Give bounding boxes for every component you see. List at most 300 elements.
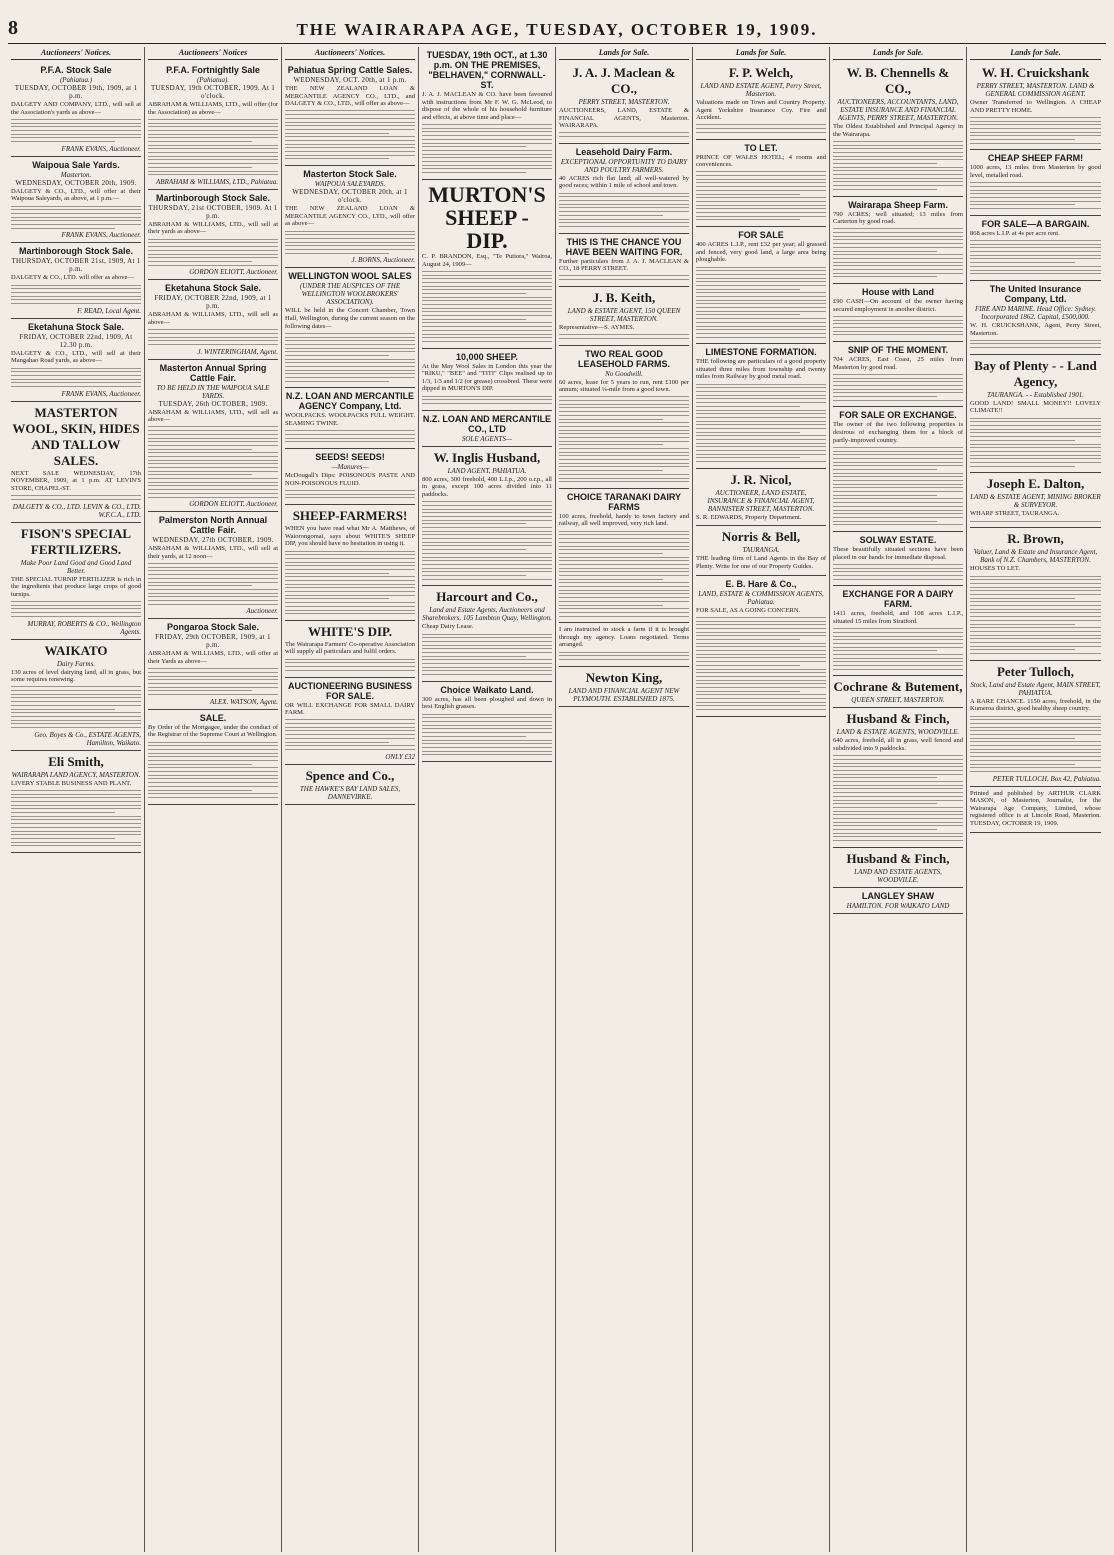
ad-date-line: TUESDAY, OCTOBER 19th, 1909, at 1 p.m. xyxy=(14,84,138,100)
text-line xyxy=(285,723,415,724)
advertisement xyxy=(833,342,963,407)
text-line xyxy=(833,381,963,382)
text-line xyxy=(696,182,826,183)
text-line xyxy=(11,228,115,229)
ad-heading: N.Z. LOAN AND MERCANTILE CO., LTD xyxy=(422,413,552,434)
advertisement xyxy=(422,411,552,447)
text-line xyxy=(422,168,552,169)
text-line xyxy=(559,659,689,660)
ad-body-text: By Order of the Mortgagee, under the conduct of the Registrar of the Supreme Court at Wellington. xyxy=(148,723,278,739)
ad-subheading: LAND & ESTATE AGENTS, WOODVILLE. xyxy=(836,728,960,737)
text-line xyxy=(833,579,963,580)
ad-signature: ABRAHAM & WILLIAMS, LTD., Pahiatua. xyxy=(156,177,278,186)
ad-subheading: No Goodwill. xyxy=(605,369,643,378)
advertisement xyxy=(696,576,826,717)
text-line xyxy=(422,286,552,287)
ad-body-text: ABRAHAM & WILLIAMS, LTD., will sell at their yards as above— xyxy=(148,220,278,236)
text-line xyxy=(559,557,689,558)
text-line xyxy=(970,771,1101,772)
text-line xyxy=(833,269,963,270)
text-line xyxy=(148,497,278,498)
illegible-text-block xyxy=(970,182,1101,209)
text-line xyxy=(833,323,963,324)
advertisement xyxy=(559,234,689,287)
text-line xyxy=(11,123,141,124)
text-line xyxy=(11,845,141,846)
illegible-text-block xyxy=(285,490,415,498)
text-line xyxy=(148,265,278,266)
illegible-text-block xyxy=(422,714,552,756)
illegible-text-block xyxy=(696,171,826,220)
illegible-text-block xyxy=(970,240,1101,274)
text-line xyxy=(11,206,141,207)
text-line xyxy=(833,174,963,175)
ad-body-text: 60 acres, lease for 5 years to run, rent £100 per annum; situated ¼-mile from a good town. xyxy=(559,378,689,394)
advertisement xyxy=(696,227,826,344)
ad-body-text: ABRAHAM & WILLIAMS, LTD., will sell as above— xyxy=(148,408,278,424)
ad-body-text: Representative—S. AYMES. xyxy=(559,323,635,331)
text-line xyxy=(285,158,389,159)
advertisement xyxy=(422,349,552,411)
text-line xyxy=(285,670,415,671)
text-line xyxy=(285,666,415,667)
illegible-text-block xyxy=(148,329,278,345)
text-line xyxy=(422,512,552,513)
text-line xyxy=(422,714,552,715)
illegible-text-block xyxy=(422,501,552,579)
ad-body-text: NEXT SALE WEDNESDAY, 17th NOVEMBER, 1909, at 1 p.m. AT LEVIN'S STORE, CHAPEL-ST. xyxy=(11,469,141,492)
text-line xyxy=(559,132,689,133)
illegible-text-block xyxy=(559,334,689,339)
text-line xyxy=(285,742,389,743)
text-line xyxy=(970,462,1101,463)
text-line xyxy=(970,208,1101,209)
ad-subheading: LAND AND FINANCIAL AGENT NEW PLYMOUTH. ESTABLISHED 1875. xyxy=(568,686,680,703)
text-line xyxy=(833,170,963,171)
text-line xyxy=(11,712,141,713)
text-line xyxy=(833,378,963,379)
ad-subheading: (Pahiatua). xyxy=(196,76,230,84)
text-line xyxy=(559,200,689,201)
ad-heading: Palmerston North Annual Cattle Fair. xyxy=(158,515,268,536)
text-line xyxy=(11,126,141,127)
text-line xyxy=(148,456,278,457)
ad-body-text: 300 acres, has all been ploughed and down in best English grasses. xyxy=(422,695,552,711)
column-3 xyxy=(282,47,419,1552)
text-line xyxy=(148,764,252,765)
text-line xyxy=(11,608,141,609)
text-line xyxy=(148,467,278,468)
text-line xyxy=(970,347,1101,348)
illegible-text-block xyxy=(11,368,141,387)
text-line xyxy=(559,586,689,587)
text-line xyxy=(11,141,115,142)
illegible-text-block xyxy=(422,271,552,342)
text-line xyxy=(11,686,141,687)
text-line xyxy=(148,163,278,164)
text-line xyxy=(148,452,278,453)
text-line xyxy=(422,300,552,301)
text-line xyxy=(285,573,389,574)
text-line xyxy=(970,262,1075,263)
text-line xyxy=(148,471,278,472)
ad-signature: J. BORNS, Auctioneer. xyxy=(351,256,415,265)
text-line xyxy=(833,258,963,259)
text-line xyxy=(970,612,1101,613)
text-line xyxy=(559,549,689,550)
ad-heading: FOR SALE xyxy=(738,230,784,241)
text-line xyxy=(559,452,689,453)
ad-body-text: 400 ACRES L.I.P., rent £32 per year; all grassed and fenced, very good land, a large area being ploughable. xyxy=(696,241,826,264)
text-line xyxy=(559,466,689,467)
text-line xyxy=(11,303,141,304)
text-line xyxy=(148,753,278,754)
text-line xyxy=(833,400,963,401)
text-line xyxy=(285,441,415,442)
text-line xyxy=(559,426,689,427)
text-line xyxy=(970,649,1075,650)
ad-subheading: Make Poor Land Good and Good Land Better. xyxy=(20,558,132,575)
ad-subheading: LAND AND ESTATE AGENTS, WOODVILLE. xyxy=(854,867,942,884)
text-line xyxy=(422,648,552,649)
ad-signature: Auctioneer. xyxy=(246,607,278,616)
text-line xyxy=(970,745,1101,746)
text-line xyxy=(148,152,278,153)
text-line xyxy=(422,538,552,539)
text-line xyxy=(696,278,826,279)
ad-date-line: FRIDAY, 29th OCTOBER, 1909, at 1 p.m. xyxy=(155,633,271,650)
text-line xyxy=(148,778,278,779)
text-line xyxy=(11,292,141,293)
advertisement xyxy=(11,62,141,157)
text-line xyxy=(559,593,689,594)
text-line xyxy=(285,565,415,566)
text-line xyxy=(422,520,552,521)
text-line xyxy=(696,318,826,319)
text-line xyxy=(970,605,1101,606)
text-line xyxy=(559,553,663,554)
text-line xyxy=(285,749,415,750)
text-line xyxy=(285,340,415,341)
ad-heading: SEEDS! SEEDS! xyxy=(315,452,385,463)
ad-heading: Masterton Annual Spring Cattle Fair. xyxy=(159,362,267,383)
text-line xyxy=(422,501,552,502)
ad-body-text: W. H. CRUICKSHANK, Agent, Perry Street, Masterton. xyxy=(970,321,1101,337)
text-line xyxy=(559,616,689,617)
illegible-text-block xyxy=(285,430,415,442)
advertisement xyxy=(696,140,826,228)
text-line xyxy=(833,647,963,648)
ad-subheading: Stock, Land and Estate Agent, MAIN STREET, PAHIATUA. xyxy=(970,680,1101,697)
text-line xyxy=(970,642,1101,643)
text-line xyxy=(833,755,963,756)
text-line xyxy=(11,816,141,817)
ad-heading: WAIKATO xyxy=(44,642,108,658)
text-line xyxy=(422,282,552,283)
text-line xyxy=(148,460,278,461)
ad-heading: Masterton Stock Sale. xyxy=(303,169,397,180)
column-2 xyxy=(145,47,282,1552)
text-line xyxy=(422,747,552,748)
text-line xyxy=(11,790,141,791)
text-line xyxy=(11,834,141,835)
ad-body-text: 790 ACRES; well situated; 13 miles from Carterton by good road. xyxy=(833,210,963,226)
advertisement xyxy=(559,667,689,707)
ad-heading: MASTERTON WOOL, SKIN, HIDES AND TALLOW SALES. xyxy=(12,404,140,468)
text-line xyxy=(422,289,552,290)
ad-subheading: Land and Estate Agents, Auctioneers and Sharebrokers. 105 Lambton Quay, Wellington. xyxy=(422,606,552,623)
text-line xyxy=(696,190,826,191)
advertisement xyxy=(833,586,963,676)
text-line xyxy=(833,189,937,190)
text-line xyxy=(422,330,552,331)
text-line xyxy=(970,521,1101,522)
ad-body-text: PRINCE OF WALES HOTEL; 4 rooms and conveniences. xyxy=(696,153,826,169)
advertisement xyxy=(148,62,278,190)
text-line xyxy=(696,322,826,323)
ad-body-text: DALGETY AND COMPANY, LTD., will sell at the Association's yards as above— xyxy=(11,101,141,116)
advertisement xyxy=(970,661,1101,787)
text-line xyxy=(559,605,663,606)
text-line xyxy=(148,254,278,255)
text-line xyxy=(696,657,826,658)
text-line xyxy=(148,148,278,149)
text-line xyxy=(148,340,278,341)
text-line xyxy=(696,124,826,125)
ad-body-text: WILL be held in the Concert Chamber, Town Hall, Wellington, during the current season on the following dates— xyxy=(285,307,415,330)
illegible-text-block xyxy=(559,531,689,617)
text-line xyxy=(833,243,963,244)
text-line xyxy=(422,560,552,561)
illegible-text-block xyxy=(148,742,278,798)
text-line xyxy=(11,375,141,376)
ad-body-text: DALGETY & CO., LTD., will offer at their Waipoua Saleyards, as above, at 1 p.m.— xyxy=(11,187,141,203)
text-line xyxy=(833,632,963,633)
text-line xyxy=(970,425,1101,426)
ad-body-text: AUCTIONEERS, LAND, ESTATE & FINANCIAL AGENTS, Masterton. WAIRARAPA. xyxy=(559,107,689,130)
ad-body-text: THE NEW ZEALAND LOAN & MERCANTILE AGENCY CO., LTD., and DALGETY & CO., LTD., will offer as above— xyxy=(285,85,415,108)
text-line xyxy=(422,403,552,404)
text-line xyxy=(696,201,826,202)
text-line xyxy=(422,670,552,671)
text-line xyxy=(696,669,826,670)
ad-body-text: The owner of the two following properties is desirous of exchanging them for a block of partly-improved country. xyxy=(833,421,963,444)
text-line xyxy=(148,767,278,768)
text-line xyxy=(11,823,141,824)
text-line xyxy=(148,333,278,334)
text-line xyxy=(422,315,552,316)
text-line xyxy=(148,137,278,138)
ad-heading: MURTON'S SHEEP - DIP. xyxy=(428,181,546,253)
advertisement xyxy=(11,751,141,853)
text-line xyxy=(422,271,552,272)
ad-body-text: I am instructed to stock a farm if it is brought through my agency. Loans negotiated. Terms arranged. xyxy=(559,626,689,649)
text-line xyxy=(696,296,826,297)
text-line xyxy=(696,311,826,312)
text-line xyxy=(696,267,826,268)
text-line xyxy=(696,698,826,699)
text-line xyxy=(970,466,1075,467)
text-line xyxy=(833,178,963,179)
text-line xyxy=(833,517,963,518)
illegible-text-block xyxy=(833,564,963,580)
text-line xyxy=(148,156,278,157)
ad-heading: Eli Smith, xyxy=(48,753,104,769)
text-line xyxy=(422,740,552,741)
ad-heading: THIS IS THE CHANCE YOU HAVE BEEN WAITING FOR. xyxy=(565,236,683,257)
text-line xyxy=(285,333,415,334)
text-line xyxy=(422,322,552,323)
text-line xyxy=(833,495,937,496)
text-line xyxy=(833,639,963,640)
ad-heading: R. Brown, xyxy=(1007,531,1064,547)
illegible-text-block xyxy=(285,719,415,750)
text-line xyxy=(696,281,826,282)
illegible-text-block xyxy=(559,275,689,280)
column-header: Lands for Sale. xyxy=(833,47,963,60)
text-line xyxy=(559,546,689,547)
text-line xyxy=(11,612,141,613)
text-line xyxy=(148,604,278,605)
ad-signature: J. WINTERINGHAM, Agent. xyxy=(197,347,278,356)
text-line xyxy=(148,174,278,175)
ad-body-text: 1000 acres, 13 miles from Masterton by good level, metalled road. xyxy=(970,164,1101,179)
advertisement xyxy=(833,407,963,532)
ad-subheading: (Pahiatua.) xyxy=(59,76,93,84)
text-line xyxy=(833,232,963,233)
text-line xyxy=(696,391,826,392)
ad-body-text: 40 ACRES rich flat land; all well-watered by good races; within 1 mile of school and town. xyxy=(559,174,689,190)
illegible-text-block xyxy=(11,601,141,617)
text-line xyxy=(148,119,278,120)
text-line xyxy=(970,455,1101,456)
ad-date-line: THURSDAY, OCTOBER 21st, 1909, At 1 p.m. xyxy=(11,257,141,274)
text-line xyxy=(833,665,963,666)
text-line xyxy=(696,421,826,422)
text-line xyxy=(833,575,963,576)
text-line xyxy=(148,239,278,240)
advertisement xyxy=(148,710,278,805)
text-line xyxy=(285,727,415,728)
text-line xyxy=(833,766,963,767)
text-line xyxy=(285,238,415,239)
text-line xyxy=(970,756,1101,757)
text-line xyxy=(285,659,415,660)
text-line xyxy=(285,373,415,374)
advertisement xyxy=(970,281,1101,355)
illegible-text-block xyxy=(285,110,415,159)
illegible-text-block xyxy=(148,426,278,497)
ad-body-text: 640 acres, freehold, all in grass, well fenced and subdivided into 9 paddocks. xyxy=(833,737,963,752)
advertisement xyxy=(148,280,278,359)
ad-date-line: TUESDAY, 26th OCTOBER, 1909. xyxy=(158,399,268,408)
text-line xyxy=(148,463,278,464)
text-line xyxy=(148,344,278,345)
text-line xyxy=(833,331,963,332)
text-line xyxy=(833,385,963,386)
text-line xyxy=(148,683,278,684)
text-line xyxy=(11,213,141,214)
text-line xyxy=(696,219,800,220)
text-line xyxy=(285,554,415,555)
text-line xyxy=(970,594,1101,595)
text-line xyxy=(970,197,1101,198)
text-line xyxy=(833,480,963,481)
text-line xyxy=(285,569,415,570)
advertisement xyxy=(559,287,689,346)
text-line xyxy=(696,270,826,271)
ad-signature: ALEX. WATSON, Agent. xyxy=(209,697,278,706)
text-line xyxy=(970,273,1101,274)
text-line xyxy=(696,435,826,436)
illegible-text-block xyxy=(970,418,1101,467)
text-line xyxy=(422,568,552,569)
text-line xyxy=(11,720,141,721)
text-line xyxy=(11,694,141,695)
text-line xyxy=(696,635,826,636)
text-line xyxy=(559,534,689,535)
text-line xyxy=(422,143,552,144)
advertisement xyxy=(148,512,278,619)
text-line xyxy=(422,319,526,320)
illegible-text-block xyxy=(970,716,1101,772)
text-line xyxy=(148,445,278,446)
illegible-text-block xyxy=(559,396,689,482)
ad-subheading: Valuer, Land & Estate and Insurance Agent, Bank of N.Z. Chambers, MASTERTON. xyxy=(973,548,1098,565)
text-line xyxy=(11,805,141,806)
text-line xyxy=(285,745,415,746)
text-line xyxy=(11,723,141,724)
page-number: 8 xyxy=(8,17,18,39)
text-line xyxy=(833,506,963,507)
text-line xyxy=(285,144,415,145)
text-line xyxy=(11,705,141,706)
text-line xyxy=(422,516,552,517)
text-line xyxy=(148,694,278,695)
illegible-text-block xyxy=(11,790,141,846)
text-line xyxy=(559,542,689,543)
text-line xyxy=(285,494,415,495)
advertisement xyxy=(148,619,278,709)
text-line xyxy=(833,145,963,146)
ad-body-text: Cheap Dairy Lease. xyxy=(422,623,474,631)
advertisement xyxy=(833,532,963,586)
text-line xyxy=(696,216,826,217)
text-line xyxy=(696,680,826,681)
text-line xyxy=(833,825,963,826)
text-line xyxy=(833,141,963,142)
text-line xyxy=(559,481,689,482)
ad-heading: SALE. xyxy=(199,712,227,723)
text-line xyxy=(422,674,552,675)
ad-subheading: Masterton. xyxy=(60,170,92,179)
text-line xyxy=(11,690,141,691)
text-line xyxy=(285,366,415,367)
text-line xyxy=(833,513,963,514)
text-line xyxy=(11,801,141,802)
text-line xyxy=(833,392,963,393)
text-line xyxy=(696,175,826,176)
illegible-text-block xyxy=(833,628,963,670)
text-line xyxy=(148,434,278,435)
text-line xyxy=(833,163,937,164)
text-line xyxy=(11,601,141,602)
text-line xyxy=(970,719,1101,720)
text-line xyxy=(696,450,826,451)
text-line xyxy=(970,255,1101,256)
text-line xyxy=(148,438,278,439)
text-line xyxy=(285,234,415,235)
